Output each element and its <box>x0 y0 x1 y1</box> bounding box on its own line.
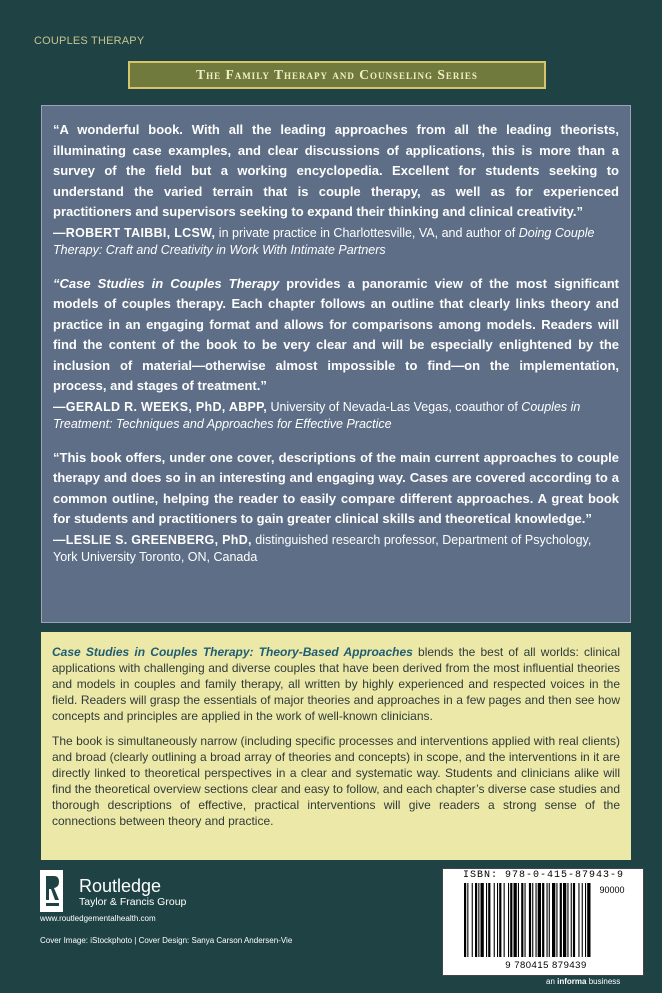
publisher-group: Taylor & Francis Group <box>79 896 187 908</box>
barcode-bar <box>497 883 498 957</box>
review-quote <box>53 274 619 397</box>
description-paragraph: The book is simultaneously narrow (including specific processes and interventions applied with real clients) and broad (clearly outlining a broad array of theories and concepts) in scope, and the interventions in it are directly linked to theoretical perspectives in a clear and systematic way. Students and clinicians alike will find the theoretical overview sections clear and easy to follow, and each chapter’s diverse case studies and thorough descriptions of effective, practical interventions will give readers a strong sense of the connections between theory and practice. <box>52 734 620 828</box>
barcode-bar <box>525 883 526 957</box>
barcode-bar <box>481 883 484 957</box>
barcode-bar <box>504 883 505 957</box>
publisher-url[interactable]: www.routledgementalhealth.com <box>40 914 156 923</box>
reviewer-name: —ROBERT TAIBBI, LCSW, <box>53 225 216 240</box>
barcode-bar <box>547 883 548 957</box>
reviewer-affiliation: University of Nevada-Las Vegas, coauthor of <box>266 399 522 414</box>
barcode-bar <box>486 883 487 957</box>
barcode-bar <box>563 883 566 957</box>
reviewer-name: —GERALD R. WEEKS, PhD, ABPP, <box>53 399 267 414</box>
barcode-bar <box>587 883 590 957</box>
barcode-bar <box>521 883 523 957</box>
barcode-bar <box>475 883 477 957</box>
publisher-title: Routledge <box>79 876 162 896</box>
reviewer-name: —LESLIE S. GREENBERG, PhD, <box>53 532 252 547</box>
review-3 <box>53 448 619 567</box>
informa-suffix: business <box>586 977 621 986</box>
barcode-bar <box>567 883 568 957</box>
informa-tagline <box>546 977 620 986</box>
barcode-bar <box>538 883 541 957</box>
barcode-bar <box>552 883 555 957</box>
barcode-bar <box>518 883 519 957</box>
barcode-bar <box>571 883 572 957</box>
barcode-bar <box>573 883 575 957</box>
barcode-bar <box>542 883 544 957</box>
review-attribution <box>53 399 619 434</box>
review-quote: “A wonderful book. With all the leading approaches from all the leading theorists, illuminating case examples, and clear discussions of applications, this is more than a survey of the field but a working encyclopedia. Excellent for students seeking to understand the varied terrain that is couple therapy, as well as for experienced practitioners and supervisors seeking to expand their thinking and clinical creativity.” <box>53 122 619 219</box>
barcode-bar <box>510 883 512 957</box>
series-banner: The Family Therapy and Counseling Series <box>128 61 546 89</box>
reviewer-book: Couples in Treatment: Techniques and Approaches for Effective Practice <box>53 399 581 431</box>
description-text: blends the best of all worlds: clinical applications with challenging and diverse couples that have been derived from the most influential theories and models in couples and family therapy, all written by highly experienced and respected voices in the field. Readers will grasp the essentials of major theories and approaches in a few pages and then see how concepts and principles are applied in the work of well-known clinicians. <box>52 645 620 723</box>
barcode-bar <box>536 883 537 957</box>
description-paragraph <box>52 644 620 724</box>
barcode-bar <box>582 883 583 957</box>
barcode-bar <box>488 883 490 957</box>
reviewer-affiliation: in private practice in Charlottesville, VA, and author of <box>215 225 519 240</box>
barcode-bar <box>478 883 479 957</box>
category-label: COUPLES THERAPY <box>34 35 145 47</box>
barcode-bar <box>467 883 468 957</box>
barcode-bar <box>529 883 531 957</box>
barcode-bar <box>549 883 550 957</box>
review-quote-title: “Case Studies in Couples Therapy <box>53 275 280 291</box>
barcode-bar <box>556 883 557 957</box>
isbn-label: ISBN: 978-0-415-87943-9 <box>463 870 625 881</box>
barcode-bar <box>585 883 586 957</box>
barcode-bars <box>462 883 630 957</box>
review-1 <box>53 120 619 260</box>
barcode-digits: 9 780415 879439 <box>505 960 587 971</box>
barcode-bar <box>560 883 562 957</box>
barcode-bar <box>508 883 509 957</box>
description-title: Case Studies in Couples Therapy: Theory-Based Approaches <box>52 645 413 659</box>
review-2 <box>53 274 619 434</box>
review-attribution <box>53 225 619 260</box>
book-description <box>41 632 631 860</box>
reviewer-book: Doing Couple Therapy: Craft and Creativity in Work With Intimate Partners <box>53 225 595 257</box>
barcode-bar <box>499 883 501 957</box>
barcode-bar <box>494 883 495 957</box>
price-code: 90000 <box>599 885 625 895</box>
barcode-bar <box>514 883 517 957</box>
cover-credits: Cover Image: iStockphoto | Cover Design: Sanya Carson Andersen-Vie <box>40 936 293 945</box>
review-quote: “This book offers, under one cover, descriptions of the main current approaches to couple therapy and does so in an interesting and engaging way. Cases are covered according to a common outline, helping the reader to easily compare different approaches. A great book for students and practitioners to gain greater clinical skills and theoretical knowledge.” <box>53 449 619 526</box>
informa-prefix: an <box>546 977 558 986</box>
barcode-bar <box>464 883 466 957</box>
barcode-bar <box>532 883 533 957</box>
review-quote-body: provides a panoramic view of the most significant models of couples therapy. Each chapter follows an outline that clearly links theory and practice in an engaging format and allows for comparisons among models. Readers will find the content of the book to be very clear and will be especially enlightened by the inclusion of material—otherwise almost impossible to find—on the implementation, process, and stages of treatment.” <box>53 275 619 393</box>
barcode-bar <box>578 883 579 957</box>
informa-name: informa <box>557 977 587 986</box>
barcode-bar <box>472 883 473 957</box>
reviewer-affiliation: distinguished research professor, Department of Psychology, York University Toronto, ON, Canada <box>53 532 592 564</box>
review-attribution <box>53 532 619 567</box>
routledge-logo-icon <box>40 870 63 912</box>
reviews-panel <box>41 105 631 623</box>
publisher-name <box>79 876 186 909</box>
